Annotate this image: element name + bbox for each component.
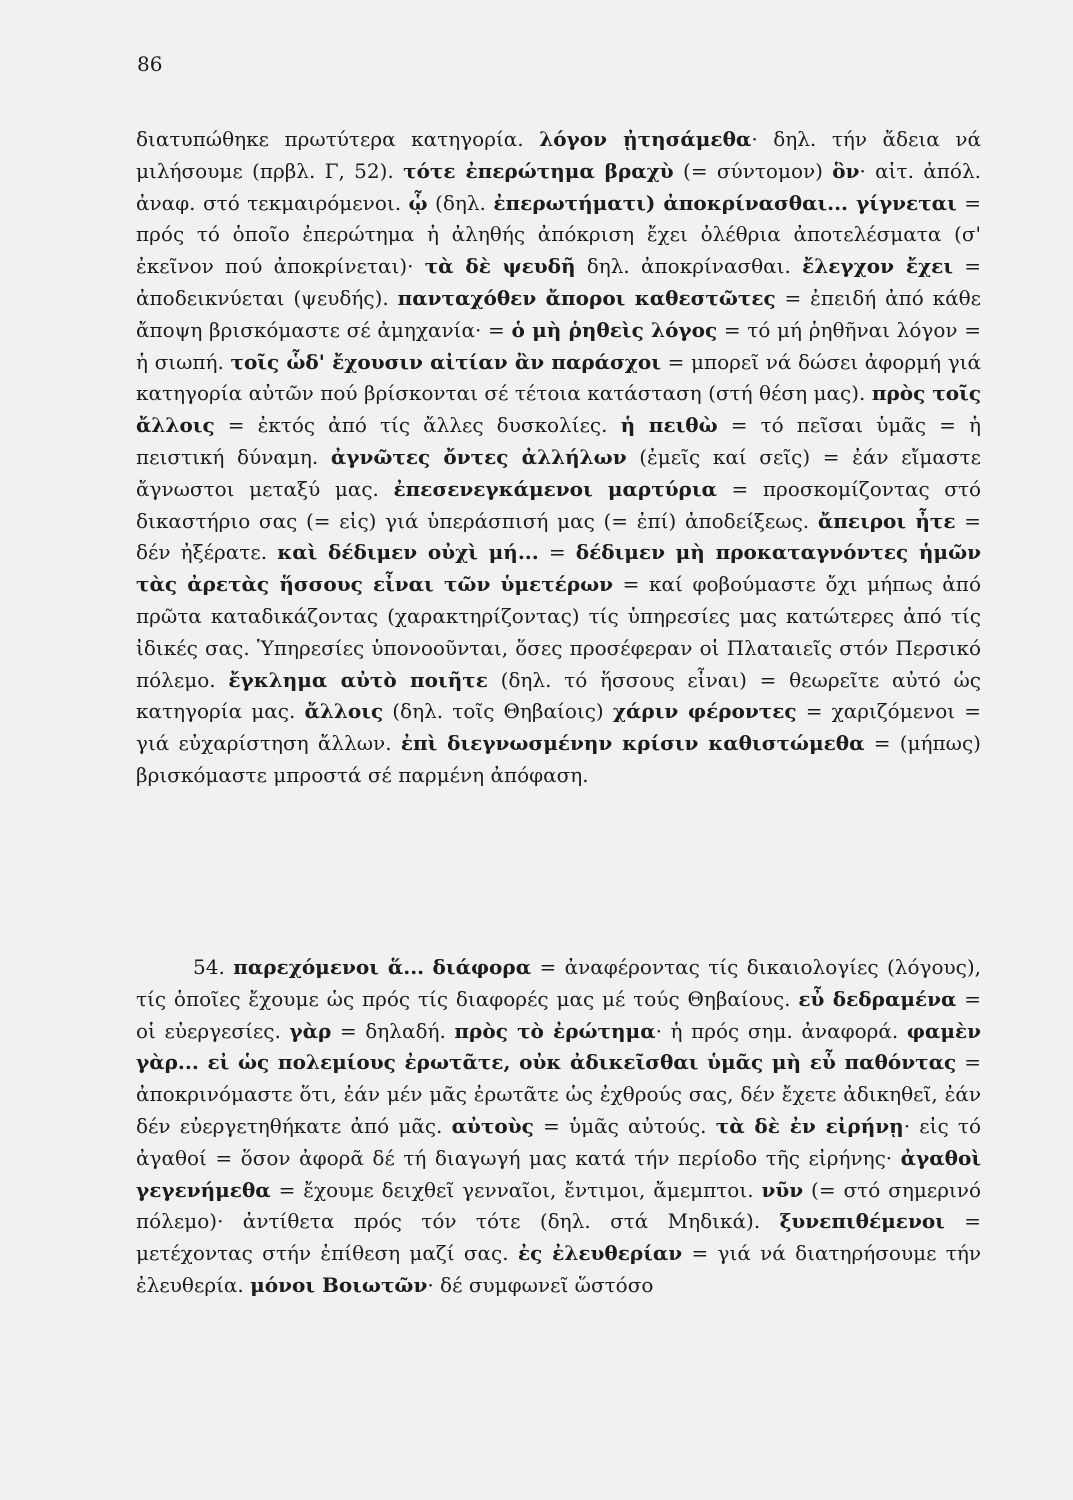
gloss-text: = δηλαδή. bbox=[331, 1018, 455, 1043]
lemma-term: ὃν bbox=[832, 158, 860, 183]
gloss-text: = τό μή ῥηθῆναι λόγον = ἡ σιωπή. bbox=[136, 317, 981, 374]
lemma-term: ἡ πειθὼ bbox=[620, 413, 718, 438]
lemma-term: πρὸς τοῖς ἄλλοις bbox=[136, 381, 982, 438]
gloss-text: · δέ συμφωνεῖ ὥστόσο bbox=[427, 1272, 654, 1297]
lemma-term: γὰρ bbox=[289, 1018, 332, 1043]
lemma-term: παρεχόμενοι ἅ... bbox=[233, 955, 425, 979]
gloss-text: = πρός τό ὁποῖο ἐπερώτημα ἡ ἀληθής ἀπόκριση ἔχει ὀλέθρια ἀποτελέσματα (σ' ἐκεῖνον πού ἀποκρίνεται)· bbox=[136, 190, 981, 279]
lemma-term: ὁ μὴ ῥηθεὶς λόγος bbox=[511, 317, 718, 342]
gloss-text: = οἱ εὐεργεσίες. bbox=[136, 986, 981, 1043]
page-number: 86 bbox=[137, 52, 163, 76]
gloss-text: = bbox=[538, 540, 576, 565]
lemma-term: ἄπειροι ἦτε bbox=[817, 508, 956, 533]
lemma-term: ἐπερωτήματι) ἀποκρίνασθαι... γίγνεται bbox=[493, 190, 957, 215]
gloss-text: (= στό σημερινό πόλεμο)· ἀντίθετα πρός τόν τότε (δηλ. στά Μηδικά). bbox=[136, 1177, 982, 1234]
gloss-text: = γιά νά διατηρήσουμε τήν ἐλευθερία. bbox=[136, 1241, 982, 1297]
lemma-term: αὐτοὺς bbox=[451, 1113, 534, 1138]
gloss-text: (ἐμεῖς καί σεῖς) = ἐάν εἴμαστε ἄγνωστοι μεταξύ μας. bbox=[136, 444, 982, 501]
lemma-term: ἐς ἐλευθερίαν bbox=[517, 1241, 683, 1266]
gloss-text: = τό πεῖσαι ὑμᾶς = ἡ πειστική δύναμη. bbox=[136, 413, 981, 469]
gloss-text: = ἀποδεικνύεται (ψευδής). bbox=[136, 254, 981, 310]
lemma-term: εὖ δεδραμένα bbox=[798, 986, 957, 1011]
gloss-text: (δηλ. bbox=[427, 190, 494, 215]
lemma-term: διάφορα bbox=[432, 955, 532, 979]
lemma-term: τότε ἐπερώτημα βραχὺ bbox=[403, 158, 674, 183]
commentary-paragraph-1 bbox=[136, 124, 981, 792]
gloss-text: = ἀναφέροντας τίς δικαιολογίες (λόγους), τίς ὁποῖες ἔχουμε ὡς πρός τίς διαφορές μας μέ τούς Θηβαίους. bbox=[136, 955, 982, 1011]
commentary-paragraph-54 bbox=[136, 952, 981, 1302]
gloss-text: = ἀποκρινόμαστε ὅτι, ἐάν μέν μᾶς ἐρωτᾶτε ὡς ἐχθρούς σας, δέν ἔχετε ἀδικηθεῖ, ἐάν δέν εὐεργετηθήκατε ἀπό μᾶς. bbox=[136, 1050, 981, 1138]
lemma-term: πρὸς τὸ ἐρώτημα bbox=[454, 1018, 656, 1043]
gloss-text: = μετέχοντας στήν ἐπίθεση μαζί σας. bbox=[136, 1209, 981, 1266]
lemma-term: μόνοι Βοιωτῶν bbox=[250, 1272, 428, 1297]
gloss-text: = (μήπως) βρισκόμαστε μπροστά σέ παρμένη ἀπόφαση. bbox=[136, 731, 981, 787]
gloss-text: (δηλ. τοῖς Θηβαίοις) bbox=[383, 699, 613, 724]
lemma-term: τὰ δὲ ψευδῆ bbox=[424, 254, 576, 279]
gloss-text: = μπορεῖ νά δώσει ἀφορμή γιά κατηγορία αὐτῶν πού βρίσκονται σέ τέτοια κατάσταση (στή θέση μας). bbox=[136, 349, 982, 406]
lemma-term: ἔγκλημα αὐτὸ ποιῆτε bbox=[228, 667, 488, 692]
lemma-term: δέδιμεν μὴ προκαταγνόντες ἡμῶν τὰς ἀρετὰς ἥσσους εἶναι τῶν ὑμετέρων bbox=[136, 540, 981, 597]
lemma-term: ᾧ bbox=[408, 190, 428, 215]
gloss-text: = ἔχουμε δειχθεῖ γενναῖοι, ἔντιμοι, ἄμεμπτοι. bbox=[270, 1177, 762, 1202]
gloss-text: διατυπώθηκε πρωτύτερα κατηγορία. bbox=[136, 127, 540, 151]
lemma-term: ἀγνῶτες ὄντες ἀλλήλων bbox=[330, 444, 627, 469]
gloss-text: = ὑμᾶς αὐτούς. bbox=[533, 1113, 716, 1138]
gloss-text: = ἐκτός ἀπό τίς ἄλλες δυσκολίες. bbox=[214, 413, 621, 438]
gloss-text: = δέν ἠξέρατε. bbox=[136, 508, 981, 565]
lemma-term: ἐπὶ διεγνωσμένην κρίσιν καθιστώμεθα bbox=[400, 731, 865, 756]
lemma-term: χάριν φέροντες bbox=[612, 699, 797, 724]
lemma-term: τοῖς ὧδ' ἔχουσιν αἰτίαν ἂν παράσχοι bbox=[230, 349, 661, 374]
gloss-text: (= σύντομον) bbox=[673, 158, 833, 183]
gloss-text: δηλ. ἀποκρίνασθαι. bbox=[575, 254, 803, 279]
gloss-text: · αἰτ. ἀπόλ. ἀναφ. στό τεκμαιρόμενοι. bbox=[136, 158, 981, 215]
lemma-term: ξυνεπιθέμενοι bbox=[779, 1209, 945, 1234]
gloss-text: · ἡ πρός σημ. ἀναφορά. bbox=[655, 1018, 907, 1043]
lemma-term: ἔλεγχον ἔχει bbox=[802, 254, 953, 279]
gloss-text: = προσκομίζοντας στό δικαστήριο σας (= εἰς) γιά ὑπεράσπισή μας (= ἐπί) ἀποδείξεως. bbox=[136, 476, 982, 533]
lemma-term: ἐπεσενεγκάμενοι μαρτύρια bbox=[393, 476, 717, 501]
gloss-text: 54. bbox=[193, 955, 234, 979]
gloss-text bbox=[424, 955, 432, 979]
lemma-term: καὶ δέδιμεν οὐχὶ μή... bbox=[277, 540, 539, 565]
lemma-term: ἀγαθοὶ γεγενήμεθα bbox=[136, 1145, 981, 1202]
gloss-text: · εἰς τό ἀγαθοί = ὅσον ἀφορᾶ δέ τή διαγωγή μας κατά τήν περίοδο τῆς εἰρήνης· bbox=[136, 1113, 982, 1170]
lemma-term: πανταχόθεν ἄποροι καθεστῶτες bbox=[397, 285, 776, 310]
gloss-text: = καί φοβούμαστε ὄχι μήπως ἀπό πρῶτα καταδικάζοντας (χαρακτηρίζοντας) τίς ὑπηρεσίες μας κατώτερες ἀπό τίς ἰδικές σας. Ὑπηρεσίες ὑπονοοῦνται, ὅσες προσέφεραν οἱ Πλαταιεῖς στόν Περσικό πόλεμο. bbox=[136, 572, 981, 692]
lemma-term: τὰ δὲ ἐν εἰρήνῃ bbox=[715, 1113, 904, 1138]
gloss-text: · δηλ. τήν ἄδεια νά μιλήσουμε (πρβλ. Γ, 52). bbox=[136, 127, 982, 183]
gloss-text: = χαριζόμενοι = γιά εὐχαρίστηση ἄλλων. bbox=[136, 699, 982, 756]
lemma-term: ἄλλοις bbox=[304, 699, 384, 724]
lemma-term: λόγον ᾐτησάμεθα bbox=[539, 127, 752, 151]
lemma-term: νῦν bbox=[761, 1177, 804, 1202]
gloss-text: = ἐπειδή ἀπό κάθε ἄποψη βρισκόμαστε σέ ἀμηχανία· = bbox=[136, 285, 981, 342]
lemma-term: φαμὲν γὰρ... εἰ ὡς πολεμίους ἐρωτᾶτε, οὐκ ἀδικεῖσθαι ὑμᾶς μὴ εὖ παθόντας bbox=[136, 1018, 981, 1075]
gloss-text: (δηλ. τό ἥσσους εἶναι) = θεωρεῖτε αὐτό ὡς κατηγορία μας. bbox=[136, 667, 981, 724]
